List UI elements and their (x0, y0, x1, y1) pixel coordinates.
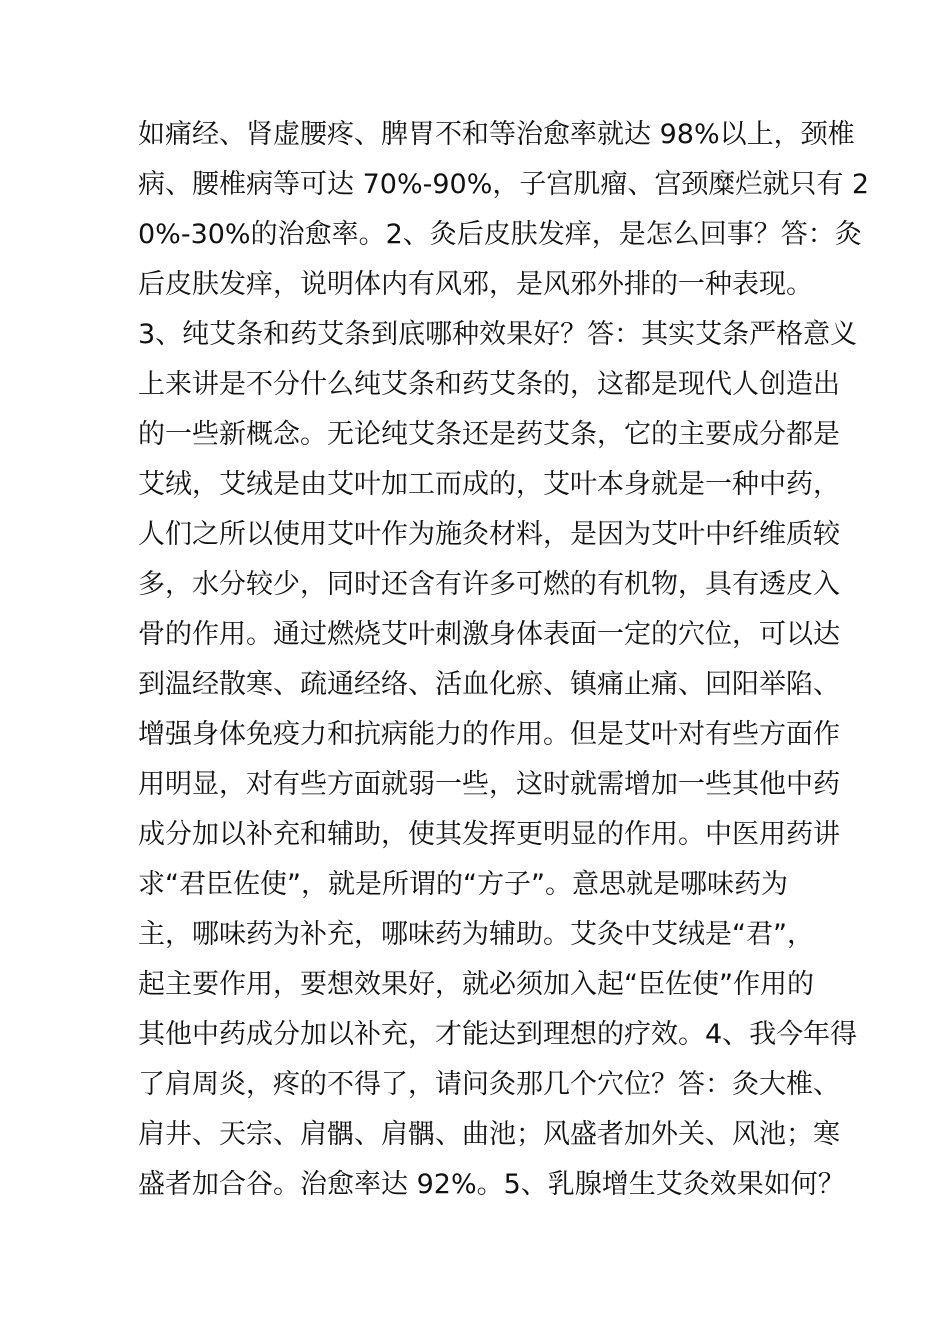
text-line: 人们之所以使用艾叶作为施灸材料，是因为艾叶中纤维质较 (138, 519, 840, 550)
text-line: 多，水分较少，同时还含有许多可燃的有机物，具有透皮入 (138, 569, 840, 600)
text-line: 艾绒，艾绒是由艾叶加工而成的，艾叶本身就是一种中药， (138, 469, 840, 500)
text-line: 肩井、天宗、肩髃、肩髃、曲池；风盛者加外关、风池；寒 (138, 1119, 840, 1150)
text-line: 主，哪味药为补充，哪味药为辅助。艾灸中艾绒是“君”， (138, 919, 814, 950)
text-line: 的一些新概念。无论纯艾条还是药艾条，它的主要成分都是 (138, 419, 840, 450)
text-line: 起主要作用，要想效果好，就必须加入起“臣佐使”作用的 (138, 969, 814, 1000)
text-line: 到温经散寒、疏通经络、活血化瘀、镇痛止痛、回阳举陷、 (138, 669, 840, 700)
text-line: 成分加以补充和辅助，使其发挥更明显的作用。中医用药讲 (138, 819, 840, 850)
text-line: 求“君臣佐使”，就是所谓的“方子”。意思就是哪味药为 (138, 869, 788, 900)
text-line: 增强身体免疫力和抗病能力的作用。但是艾叶对有些方面作 (138, 719, 840, 750)
text-line: 后皮肤发痒，说明体内有风邪，是风邪外排的一种表现。 (138, 269, 813, 300)
text-line: 用明显，对有些方面就弱一些，这时就需增加一些其他中药 (138, 769, 840, 800)
text-line: 上来讲是不分什么纯艾条和药艾条的，这都是现代人创造出 (138, 369, 840, 400)
body-text (138, 110, 870, 1210)
text-line: 其他中药成分加以补充，才能达到理想的疗效。4、我今年得 (138, 1019, 858, 1050)
text-line: 病、腰椎病等可达 70%-90%，子宫肌瘤、宫颈糜烂就只有 2 (138, 169, 870, 200)
text-line: 3、纯艾条和药艾条到底哪种效果好？答：其实艾条严格意义 (138, 319, 858, 350)
text-line: 0%-30%的治愈率。2、灸后皮肤发痒，是怎么回事？答：灸 (138, 219, 862, 250)
text-line: 如痛经、肾虚腰疼、脾胃不和等治愈率就达 98%以上，颈椎 (138, 119, 855, 150)
text-line: 了肩周炎，疼的不得了，请问灸那几个穴位？答：灸大椎、 (138, 1069, 840, 1100)
text-line: 骨的作用。通过燃烧艾叶刺激身体表面一定的穴位，可以达 (138, 619, 840, 650)
text-line: 盛者加合谷。治愈率达 92%。5、乳腺增生艾灸效果如何？ (138, 1169, 845, 1200)
